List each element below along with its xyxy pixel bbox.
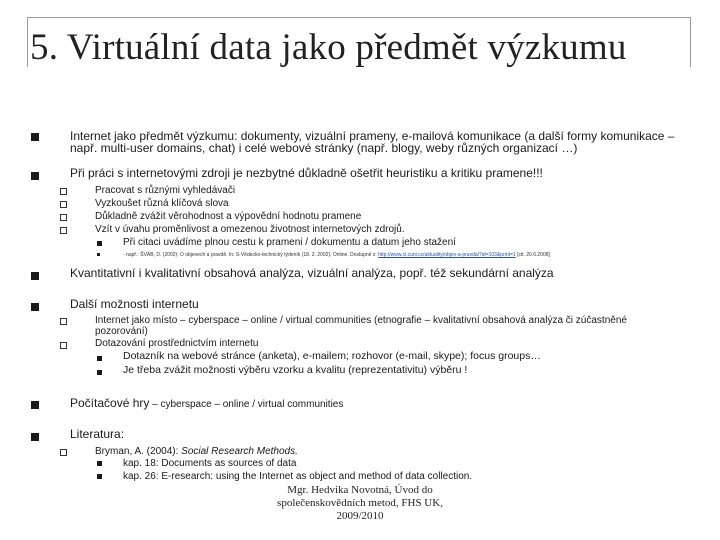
literature-chapter-26: kap. 26: E-research: using the Internet as object and method of data collection. <box>123 471 473 482</box>
bullet-literature: Literatura: <box>70 427 125 441</box>
sub-sub-bullet-icon <box>97 370 102 375</box>
title-frame-top <box>27 17 691 18</box>
bullet-other-options: Další možnosti internetu <box>70 297 199 311</box>
sub-bullet-hollow-icon <box>60 227 67 234</box>
sub-sub-item-sample: Je třeba zvážit možnosti výběru vzorku a kvalitu (reprezentativitu) výběru ! <box>123 364 468 376</box>
sub-item-credibility: Důkladně zvážit věrohodnost a výpovědní hodnotu pramene <box>95 211 362 222</box>
sub-item-keywords: Vyzkoušet různá klíčová slova <box>95 198 229 209</box>
sub-bullet-hollow-icon <box>60 201 67 208</box>
bullet-computer-games: Počítačové hry – cyberspace – online / virtual communities <box>70 396 344 410</box>
sub-bullet-hollow-icon <box>60 188 67 195</box>
slide-title: 5. Virtuální data jako předmět výzkumu <box>30 27 627 68</box>
bullet-square-icon <box>31 433 39 441</box>
sub-sub-bullet-icon <box>97 241 102 246</box>
sub-bullet-hollow-icon <box>60 342 67 349</box>
sub-bullet-hollow-icon <box>60 214 67 221</box>
sub-item-online-survey: Dotazování prostřednictvím internetu <box>95 338 259 349</box>
bullet-square-icon <box>31 303 39 311</box>
literature-reference: Bryman, A. (2004): Social Research Methods. <box>95 446 298 457</box>
title-frame-right <box>690 17 691 67</box>
sub-bullet-hollow-icon <box>60 449 67 456</box>
bullet-square-icon <box>31 133 39 141</box>
sub-sub-item-questionnaire: Dotazník na webové stránce (anketa), e-mailem; rozhovor (e-mail, skype); focus groups… <box>123 350 541 362</box>
footer-author: Mgr. Hedvika Novotná, Úvod do společenskovědních metod, FHS UK, 2009/2010 <box>277 484 443 522</box>
sub-sub-bullet-icon <box>97 356 102 361</box>
bullet-square-icon <box>31 172 39 180</box>
sub-sub-bullet-icon <box>97 461 102 466</box>
tiny-bullet-icon <box>97 253 100 256</box>
citation-link[interactable]: http://www.cl.cuni.cz/aktuality/objev-a-pravda/?id=103&print=1 <box>378 252 516 258</box>
sub-item-cyberspace: Internet jako místo – cyberspace – online / virtual communities (etnografie – kvalitativní obsahová analýza či zúčastněné pozorování) <box>95 315 627 337</box>
bullet-square-icon <box>31 272 39 280</box>
literature-chapter-18: kap. 18: Documents as sources of data <box>123 458 297 469</box>
sub-sub-item-citation-rule: Při citaci uvádíme plnou cestu k prameni / dokumentu a datum jeho stažení <box>123 237 456 248</box>
bullet-content-analysis: Kvantitativní i kvalitativní obsahová analýza, vizuální analýza, popř. též sekundární analýza <box>70 266 554 280</box>
bullet-heuristics: Při práci s internetovými zdroji je nezbytné důkladně ošetřit heuristiku a kritiku pramene!!! <box>70 166 543 180</box>
bullet-square-icon <box>31 401 39 409</box>
sub-item-variability: Vzít v úvahu proměnlivost a omezenou životnost internetových zdrojů. <box>95 224 405 235</box>
sub-bullet-hollow-icon <box>60 318 67 325</box>
sub-item-search-engines: Pracovat s různými vyhledávači <box>95 185 236 196</box>
citation-example: - např.: ŠVÁB, D. (2002): O objevech a pravdě. In: S-Vědecko-technický týdeník (18. 2. 2002). Online. Dostupné z: http://www.cl.cuni.cz/aktuality/objev-a-pravda/?id=103&print=1 [cit. 20.6.2008] <box>123 252 550 258</box>
bullet-internet-as-subject: Internet jako předmět výzkumu: dokumenty, vizuální prameny, e-mailová komunikace (a další formy komunikace – např. multi-user domains, chat) i celé webové stránky (např. blogy, weby různých organizací …) <box>70 129 675 155</box>
sub-sub-bullet-icon <box>97 474 102 479</box>
title-frame-left <box>27 17 28 67</box>
